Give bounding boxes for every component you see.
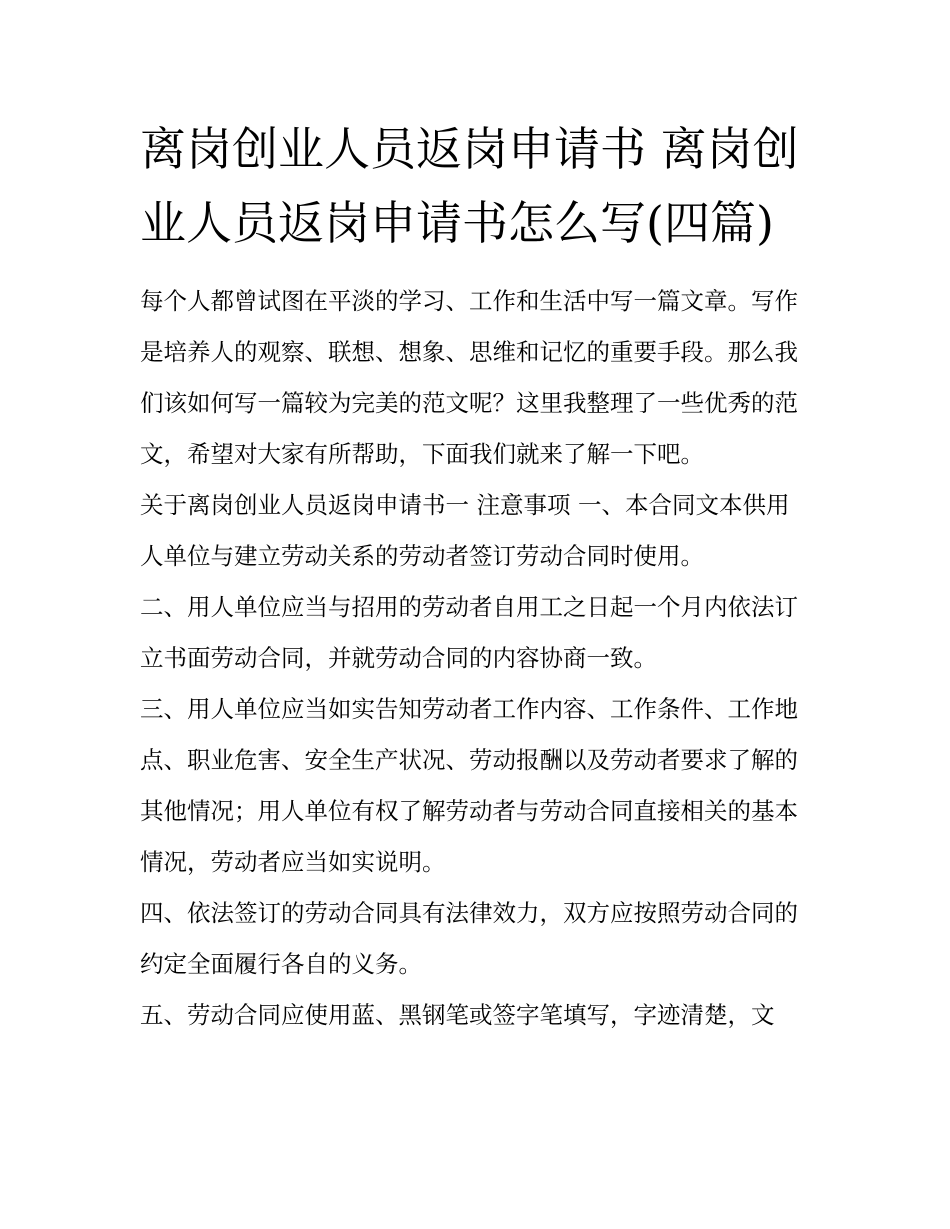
- body-paragraph-item-2: 二、用人单位应当与招用的劳动者自用工之日起一个月内依法订立书面劳动合同，并就劳动合同的内容协商一致。: [140, 593, 798, 672]
- body-paragraph-item-4: 四、依法签订的劳动合同具有法律效力，双方应按照劳动合同的约定全面履行各自的义务。: [140, 899, 798, 978]
- body-paragraph-item-3: 三、用人单位应当如实告知劳动者工作内容、工作条件、工作地点、职业危害、安全生产状况、劳动报酬以及劳动者要求了解的其他情况；用人单位有权了解劳动者与劳动合同直接相关的基本情况，劳动者应当如实说明。: [140, 695, 798, 876]
- body-paragraph-intro: 每个人都曾试图在平淡的学习、工作和生活中写一篇文章。写作是培养人的观察、联想、想象、思维和记忆的重要手段。那么我们该如何写一篇较为完美的范文呢？这里我整理了一些优秀的范文，希望对大家有所帮助，下面我们就来了解一下吧。: [140, 287, 798, 468]
- body-paragraph-notice: 关于离岗创业人员返岗申请书一 注意事项 一、本合同文本供用人单位与建立劳动关系的劳动者签订劳动合同时使用。: [140, 491, 790, 570]
- body-paragraph-item-5: 五、劳动合同应使用蓝、黑钢笔或签字笔填写，字迹清楚，文: [140, 1001, 775, 1029]
- document-title: 离岗创业人员返岗申请书 离岗创业人员返岗申请书怎么写(四篇): [140, 122, 799, 250]
- document-page: [140, 112, 812, 1041]
